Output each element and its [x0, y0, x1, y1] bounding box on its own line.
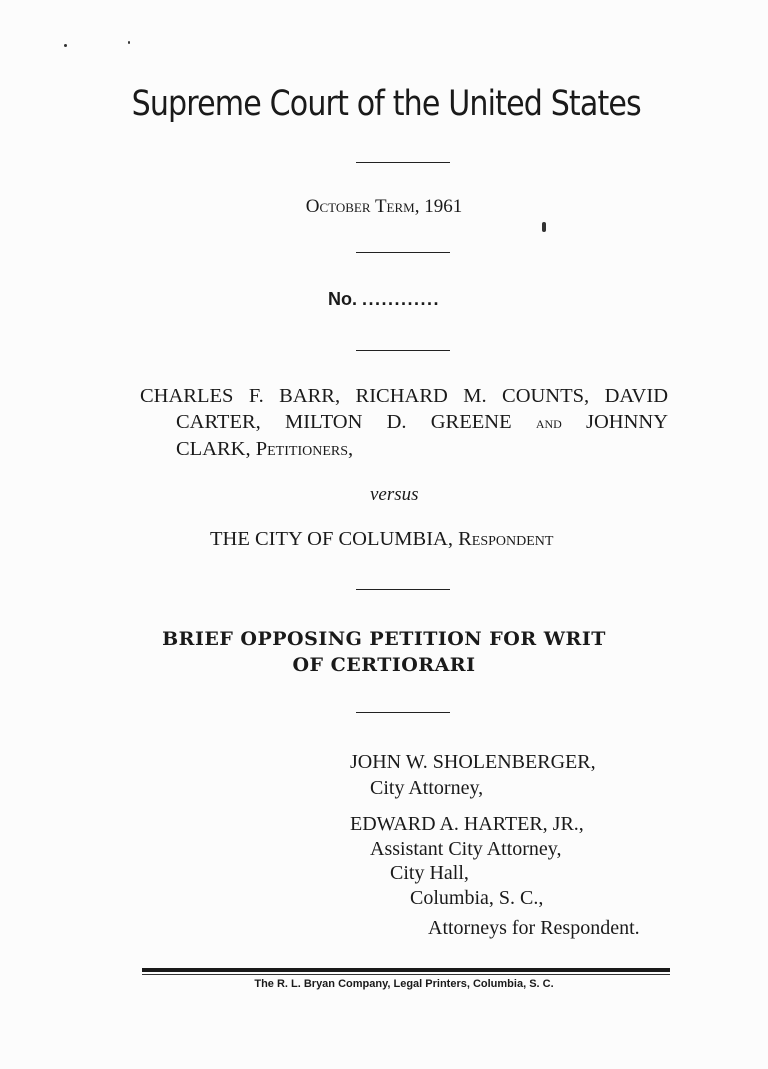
versus-label: versus [370, 484, 419, 505]
scan-speck [128, 41, 130, 44]
divider-rule [356, 162, 450, 163]
term-heading: October Term, 1961 [305, 196, 463, 217]
petitioners-line [140, 409, 668, 436]
respondent-line [210, 528, 553, 551]
divider-rule [356, 712, 450, 713]
divider-rule [356, 252, 450, 253]
docket-number-label: No. [327, 289, 357, 309]
footer-rule [142, 968, 670, 972]
attorney1-title: City Attorney, [370, 777, 484, 799]
counsel-role: Attorneys for Respondent. [428, 917, 640, 939]
petitioners-block [140, 383, 668, 462]
brief-title-line: BRIEF OPPOSING PETITION FOR WRIT [162, 628, 606, 650]
attorney1-name: JOHN W. SHOLENBERGER, [350, 751, 596, 773]
divider-rule [356, 350, 450, 351]
petitioners-and: and [535, 413, 562, 432]
scan-speck [64, 44, 67, 47]
docket-number [0, 289, 768, 310]
petitioners-names: CLARK, [176, 438, 251, 460]
address-line: Columbia, S. C., [410, 887, 544, 909]
divider-rule [356, 589, 450, 590]
court-title: Supreme Court of the United States [131, 84, 641, 124]
attorney2-name: EDWARD A. HARTER, JR., [350, 813, 584, 835]
respondent-name: THE CITY OF COLUMBIA, [210, 528, 453, 550]
attorney2-title: Assistant City Attorney, [370, 838, 562, 860]
printer-imprint: The R. L. Bryan Company, Legal Printers, Columbia, S. C. [254, 978, 554, 990]
petitioners-names: JOHNNY [586, 411, 669, 433]
address-line: City Hall, [390, 862, 469, 884]
brief-title-line: OF CERTIORARI [292, 654, 476, 676]
docket-number-blank: ............ [362, 289, 441, 309]
petitioners-line [140, 436, 668, 462]
petitioners-role: Petitioners, [255, 438, 354, 460]
brief-title [0, 626, 768, 678]
scan-speck [542, 222, 546, 232]
respondent-role: Respondent [458, 528, 554, 550]
petitioners-names: CARTER, MILTON D. GREENE [176, 411, 512, 433]
footer-rule [142, 974, 670, 975]
petitioners-line: CHARLES F. BARR, RICHARD M. COUNTS, DAVID [140, 385, 668, 407]
